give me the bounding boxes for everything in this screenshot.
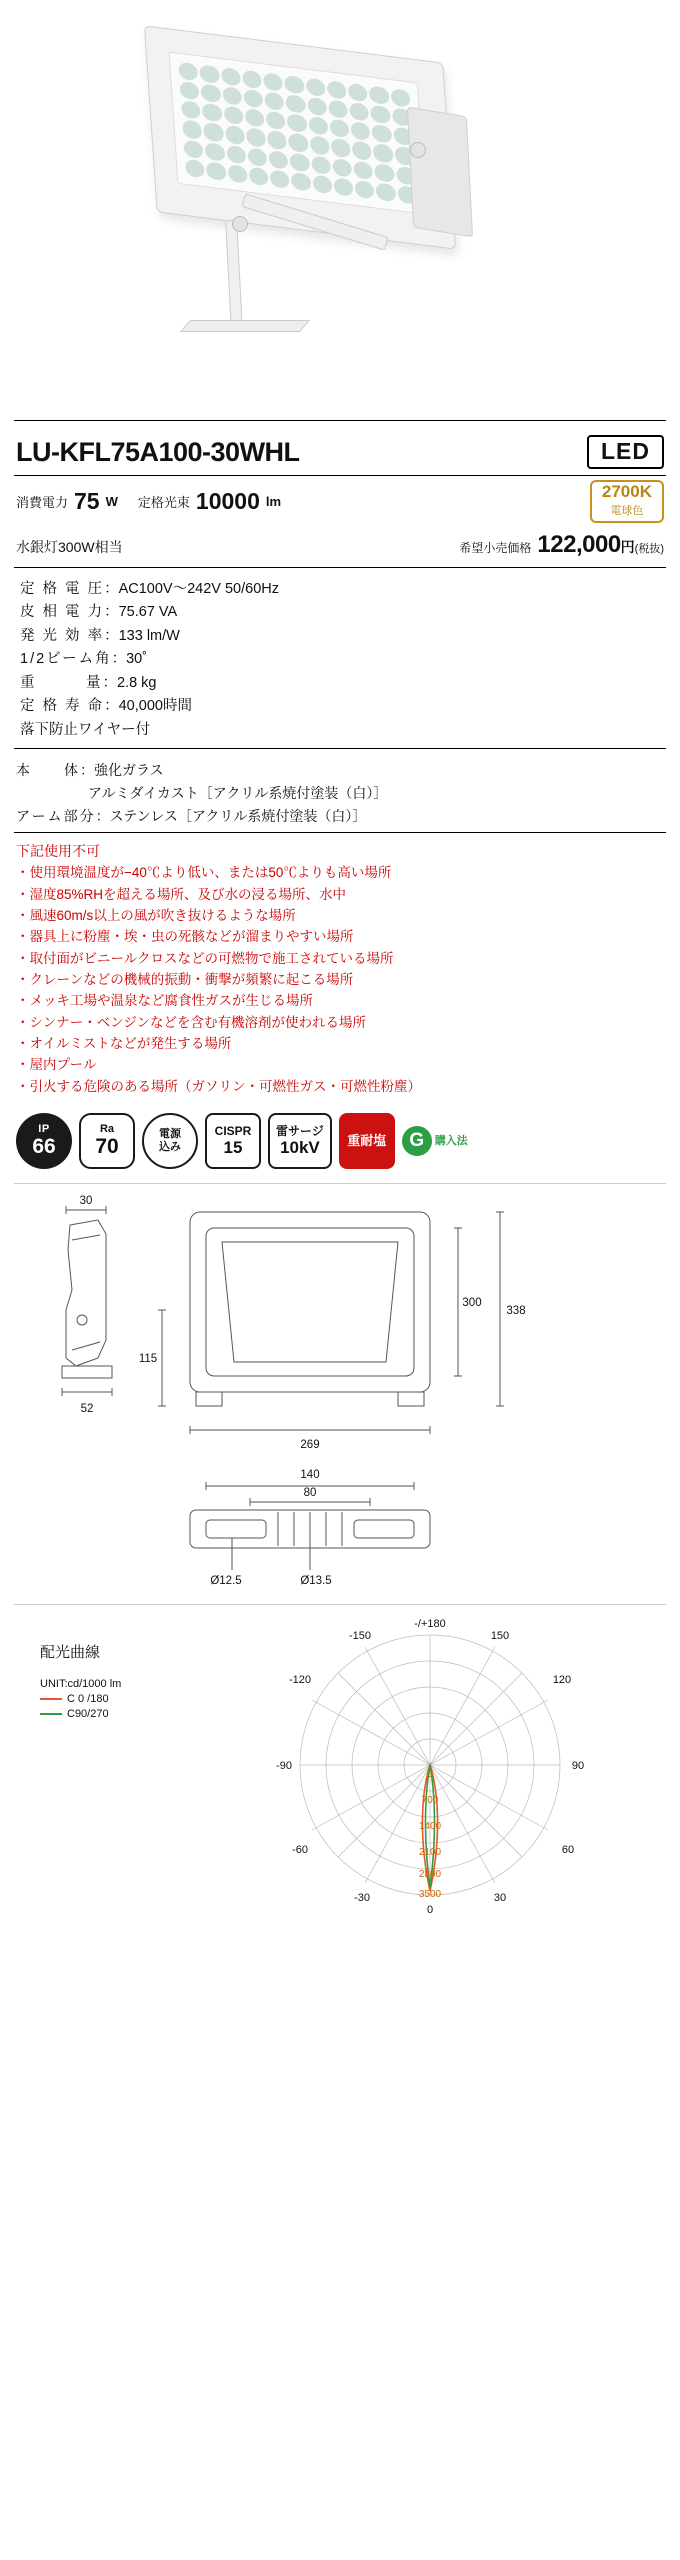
- legend-swatch-c90: [40, 1713, 62, 1715]
- caution-item: ・メッキ工場や温泉など腐食性ガスが生じる場所: [16, 993, 313, 1009]
- title-row: [0, 421, 680, 475]
- price-label: 希望小売価格: [459, 540, 532, 555]
- dim-front-depth: 115: [138, 1352, 158, 1365]
- photometric-unit: UNIT:cd/1000 lm: [40, 1677, 122, 1690]
- caution-item: ・湿度85%RHを超える場所、及び水の浸る場所、水中: [16, 886, 347, 902]
- green-label: 購入法: [434, 1134, 468, 1147]
- material-row: アーム部分：ステンレス［アクリル系焼付塗装（白）］: [16, 808, 367, 825]
- polar-diagram: [250, 1615, 610, 1925]
- radial-label-0: 0: [427, 1768, 433, 1780]
- photometric-title: 配光曲線: [40, 1643, 101, 1661]
- angle-label-30: 30: [493, 1891, 507, 1904]
- spec-key: 定 格 電 圧: [20, 580, 105, 597]
- material-key: 本 体: [16, 761, 80, 778]
- radial-label-2800: 2800: [418, 1868, 442, 1880]
- spec-row: 定 格 電 圧：AC100V〜242V 50/60Hz: [20, 580, 279, 597]
- surge-value: 10kV: [280, 1138, 320, 1158]
- mounting-base: [180, 320, 310, 332]
- angle-label-120: 120: [552, 1673, 572, 1686]
- material-row: 本 体：強化ガラス: [16, 761, 164, 778]
- flux-label: 定格光束: [137, 494, 190, 510]
- angle-label-180: -/+180: [414, 1617, 446, 1630]
- angle-label-neg60: -60: [292, 1843, 308, 1856]
- cri-label: Ra: [99, 1123, 115, 1136]
- dim-front-outer-height: 338: [506, 1304, 526, 1317]
- spec-row: 重 量：2.8 kg: [20, 674, 157, 691]
- dim-base-width: 140: [300, 1468, 320, 1481]
- angle-label-neg30: -30: [354, 1891, 370, 1904]
- ip-rating-icon: [16, 1113, 72, 1169]
- dim-side-bottom: 52: [80, 1402, 94, 1415]
- angle-label-neg150: -150: [348, 1629, 372, 1642]
- color-temperature-badge: [590, 480, 664, 523]
- angle-label-90: 90: [571, 1759, 585, 1772]
- legend-item-c90: [40, 1708, 240, 1720]
- caution-item: ・オイルミストなどが発生する場所: [16, 1035, 232, 1051]
- material-value: 強化ガラス: [94, 761, 164, 778]
- led-badge: LED: [587, 435, 664, 469]
- cri-value: 70: [95, 1134, 119, 1158]
- dim-front-inner-height: 300: [462, 1296, 482, 1309]
- key-spec-strip: [0, 476, 680, 525]
- caution-item: ・器具上に粉塵・埃・虫の死骸などが溜まりやすい場所: [16, 929, 354, 945]
- cispr-rating-icon: [205, 1113, 261, 1169]
- legend-label-c90: C90/270: [67, 1707, 109, 1720]
- spec-key: 1/2ビーム角: [20, 651, 112, 668]
- radial-label-700: 700: [421, 1794, 439, 1806]
- caution-heading: 下記使用不可: [16, 843, 100, 860]
- angle-label-60: 60: [561, 1843, 575, 1856]
- spec-row: 1/2ビーム角：30˚: [20, 651, 148, 668]
- angle-label-150: 150: [490, 1629, 510, 1642]
- product-photo: [0, 0, 680, 420]
- cri-rating-icon: [79, 1113, 135, 1169]
- psu-label: 電源: [159, 1128, 181, 1141]
- price-currency: 円: [620, 538, 635, 555]
- caution-block: [0, 833, 680, 1103]
- flux-unit: lm: [265, 493, 282, 509]
- spec-row: 定 格 寿 命：40,000時間: [20, 698, 192, 715]
- spec-value: 40,000時間: [118, 698, 192, 715]
- legend-label-c0: C 0 /180: [67, 1692, 109, 1705]
- spec-value: 30˚: [126, 651, 148, 668]
- model-number: LU-KFL75A100-30WHL: [16, 436, 300, 467]
- spec-key: 重 量: [20, 674, 103, 691]
- angle-label-neg120: -120: [288, 1673, 312, 1686]
- dim-hole-right: Ø13.5: [300, 1574, 332, 1587]
- material-key: アーム部分: [16, 808, 96, 825]
- specification-list: [0, 568, 680, 748]
- kelvin-value: 2700K: [601, 482, 652, 501]
- dim-side-top: 30: [79, 1194, 93, 1207]
- spec-row: 皮 相 電 力：75.67 VA: [20, 604, 178, 621]
- drawing-svg: [10, 1190, 670, 1605]
- price-tax-note: (税抜): [634, 542, 664, 555]
- material-row: [16, 782, 664, 805]
- material-block: [0, 749, 680, 832]
- green-purchase-icon: [402, 1126, 468, 1156]
- spec-value: 75.67 VA: [118, 604, 178, 621]
- power-unit: W: [105, 493, 118, 509]
- legend-item-c0: [40, 1693, 240, 1705]
- side-knob: [410, 142, 426, 158]
- radial-label-1400: 1400: [418, 1820, 442, 1832]
- mounting-post: [225, 220, 243, 330]
- legend-swatch-c0: [40, 1698, 62, 1700]
- caution-item: ・引火する危険のある場所（ガソリン・可燃性ガス・可燃性粉塵）: [16, 1078, 421, 1094]
- caution-item: ・クレーンなどの機械的振動・衝撃が頻繁に起こる場所: [16, 971, 354, 987]
- spec-key: 発 光 効 率: [20, 627, 105, 644]
- salt-resistant-icon: [339, 1113, 395, 1169]
- surge-rating-icon: [268, 1113, 332, 1169]
- dimension-drawings: [0, 1184, 680, 1604]
- caution-item: ・屋内プール: [16, 1057, 97, 1073]
- dim-front-width: 269: [300, 1438, 320, 1451]
- price-strip: [0, 525, 680, 567]
- material-value: ステンレス［アクリル系焼付塗装（白）］: [109, 808, 367, 825]
- led-array: [178, 62, 417, 205]
- ip-label: IP: [38, 1123, 50, 1136]
- kelvin-sub: 電球色: [610, 504, 644, 517]
- angle-label-neg90: -90: [276, 1759, 292, 1772]
- angle-label-0: 0: [426, 1903, 434, 1916]
- salt-label: 重耐塩: [347, 1133, 387, 1149]
- spec-value: 2.8 kg: [117, 674, 157, 691]
- surge-label: 雷サージ: [276, 1123, 324, 1138]
- radial-label-2100: 2100: [418, 1846, 442, 1858]
- price-value: 122,000: [537, 530, 621, 558]
- power-label: 消費電力: [16, 494, 69, 510]
- spec-key: 定 格 寿 命: [20, 698, 105, 715]
- arm-pivot-knob: [232, 216, 248, 232]
- photometric-section: [0, 1605, 680, 1935]
- power-supply-included-icon: [142, 1113, 198, 1169]
- caution-item: ・使用環境温度が−40℃より低い、または50℃よりも高い場所: [16, 865, 392, 881]
- spec-value: 133 lm/W: [118, 627, 180, 644]
- spec-row: 発 光 効 率：133 lm/W: [20, 627, 180, 644]
- cispr-value: 15: [223, 1138, 243, 1158]
- psu-value: 込み: [159, 1140, 181, 1153]
- spec-extra: 落下防止ワイヤー付: [20, 721, 151, 738]
- power-value: 75: [74, 487, 100, 514]
- dim-base-inner: 80: [303, 1486, 317, 1499]
- caution-item: ・シンナー・ベンジンなどを含む有機溶剤が使われる場所: [16, 1014, 366, 1030]
- certification-badges: [0, 1103, 680, 1183]
- floodlight-illustration: [90, 20, 520, 400]
- spec-value: AC100V〜242V 50/60Hz: [118, 580, 279, 597]
- caution-item: ・取付面がビニールクロスなどの可燃物で施工されている場所: [16, 950, 394, 966]
- flux-value: 10000: [195, 487, 260, 514]
- luminaire-led-face: [168, 51, 427, 214]
- luminaire-heatsink: [407, 107, 473, 238]
- spec-key: 皮 相 電 力: [20, 604, 105, 621]
- ip-value: 66: [32, 1135, 56, 1159]
- material-value: アルミダイカスト［アクリル系焼付塗装（白）］: [88, 785, 388, 802]
- cispr-label: CISPR: [214, 1123, 252, 1138]
- radial-label-3500: 3500: [418, 1888, 442, 1900]
- caution-item: ・風速60m/s以上の風が吹き抜けるような場所: [16, 907, 296, 923]
- equivalent-label: 水銀灯300W相当: [16, 538, 123, 555]
- dim-hole-left: Ø12.5: [210, 1574, 242, 1587]
- green-mark: G: [402, 1126, 432, 1156]
